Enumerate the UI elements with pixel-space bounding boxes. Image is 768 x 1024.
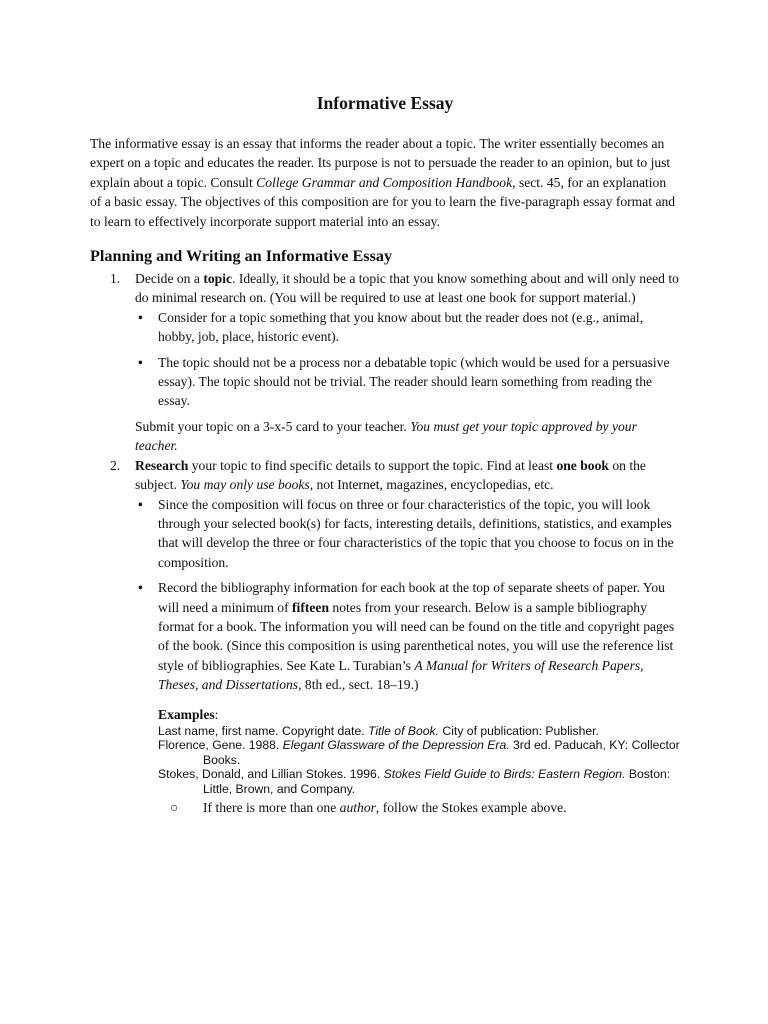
intro-text: , sect. 45, for an explanation of a basic essay. The objectives of this composition are for you to learn the five-paragraph essay format and to learn to effectively incorporate support material into an essay. — [90, 174, 676, 229]
step-1-text — [135, 269, 680, 308]
step-number: 2. — [110, 457, 121, 473]
citation-text: Boston: Little, Brown, and Company. — [203, 767, 671, 796]
only-books-note: You may only use books, — [180, 477, 314, 493]
step-text: on the subject. — [135, 457, 646, 493]
example-citation — [158, 738, 680, 767]
approval-note: You must get your topic approved by your teacher. — [135, 418, 637, 454]
citation-text: Last name, first name. Copyright date. — [158, 723, 368, 738]
one-book-keyword: one book — [556, 457, 609, 473]
examples-colon: : — [214, 706, 219, 722]
submit-text: Submit your topic on a 3-x-5 card to your teacher. — [135, 418, 411, 434]
citation-title: Elegant Glassware of the Depression Era. — [282, 738, 510, 753]
citation-title: Stokes Field Guide to Birds: Eastern Region. — [383, 767, 626, 782]
list-item — [135, 495, 680, 573]
step-2 — [90, 456, 680, 818]
step-2-text — [135, 456, 680, 495]
intro-paragraph — [90, 134, 680, 231]
handbook-title: College Grammar and Composition Handbook — [256, 174, 513, 190]
list-item — [135, 578, 680, 694]
intro-text: The informative essay is an essay that informs the reader about a topic. The writer essentially becomes an expert on a topic and educates the reader. Its purpose is not to persuade the reader to an opinion, but to just explain about a topic. Consult — [90, 136, 671, 190]
example-citation — [158, 767, 680, 796]
research-keyword: Research — [135, 457, 189, 473]
examples-label — [158, 705, 680, 724]
bullet-icon: • — [138, 354, 143, 370]
list-item — [135, 308, 680, 347]
page-title: Informative Essay — [316, 93, 454, 113]
section-heading: Planning and Writing an Informative Essay — [90, 247, 393, 266]
author-note — [158, 798, 680, 817]
bullet-icon: • — [138, 496, 143, 512]
examples-block — [135, 705, 680, 818]
author-note-text: , follow the Stokes example above. — [375, 800, 567, 816]
manual-title: A Manual for Writers of Research Papers, Theses, and Dissertations, — [158, 657, 644, 693]
fifteen-keyword: fifteen — [292, 599, 330, 615]
citation-title: Title of Book. — [368, 723, 440, 738]
citation-text: Florence, Gene. 1988. — [158, 738, 283, 753]
bullet-text: The topic should not be a process nor a debatable topic (which would be used for a persuasive essay). The topic should not be trivial. The reader should learn something from reading the essay. — [158, 354, 670, 409]
document-page — [90, 92, 680, 818]
bullet-text-part: 8th ed., sect. 18–19.) — [301, 677, 419, 693]
step-number: 1. — [110, 271, 121, 287]
step-1 — [90, 269, 680, 456]
author-note-text: If there is more than one — [203, 800, 340, 816]
citation-text: 3rd ed. Paducah, KY: Collector Books. — [203, 738, 680, 767]
submit-note — [135, 417, 680, 456]
step-2-bullets — [135, 495, 680, 695]
list-item — [135, 353, 680, 411]
step-text: not Internet, magazines, encyclopedias, etc. — [313, 477, 554, 493]
bullet-text-part: notes from your research. Below is a sample bibliography format for a book. The information you will need can be found on the title and copyright pages of the book. (Since this composition is using parenthetical notes, you will use the reference list style of bibliographies. See Kate L. Turabian’s — [158, 599, 675, 673]
bullet-icon: • — [138, 580, 143, 596]
step-text: your topic to find specific details to support the topic. Find at least — [188, 457, 557, 473]
example-citation — [158, 724, 680, 739]
topic-keyword: topic — [203, 271, 233, 287]
bullet-text-part: Record the bibliography information for each book at the top of separate sheets of paper. You will need a minimum of — [158, 580, 665, 615]
step-text: . Ideally, it should be a topic that you know something about and will only need to do minimal research on. (You will be required to use at least one book for support material.) — [135, 271, 679, 306]
examples-label-text: Examples — [158, 706, 215, 722]
bullet-text: Since the composition will focus on three or four characteristics of the topic, you will look through your selected book(s) for facts, interesting details, definitions, statistics, and examples that will develop the three or four characteristics of the topic that you choose to focus on in the composition. — [158, 496, 674, 570]
bullet-text — [158, 580, 674, 692]
step-text: Decide on a — [135, 271, 204, 287]
step-1-bullets — [135, 308, 680, 411]
hollow-circle-icon: ○ — [170, 800, 179, 816]
bullet-icon: • — [138, 309, 143, 325]
citation-text: Stokes, Donald, and Lillian Stokes. 1996. — [158, 767, 384, 782]
citation-text: City of publication: Publisher. — [439, 723, 599, 738]
bullet-text: Consider for a topic something that you know about but the reader does not (e.g., animal, hobby, job, place, historic event). — [158, 309, 644, 345]
author-keyword: author — [339, 800, 376, 816]
